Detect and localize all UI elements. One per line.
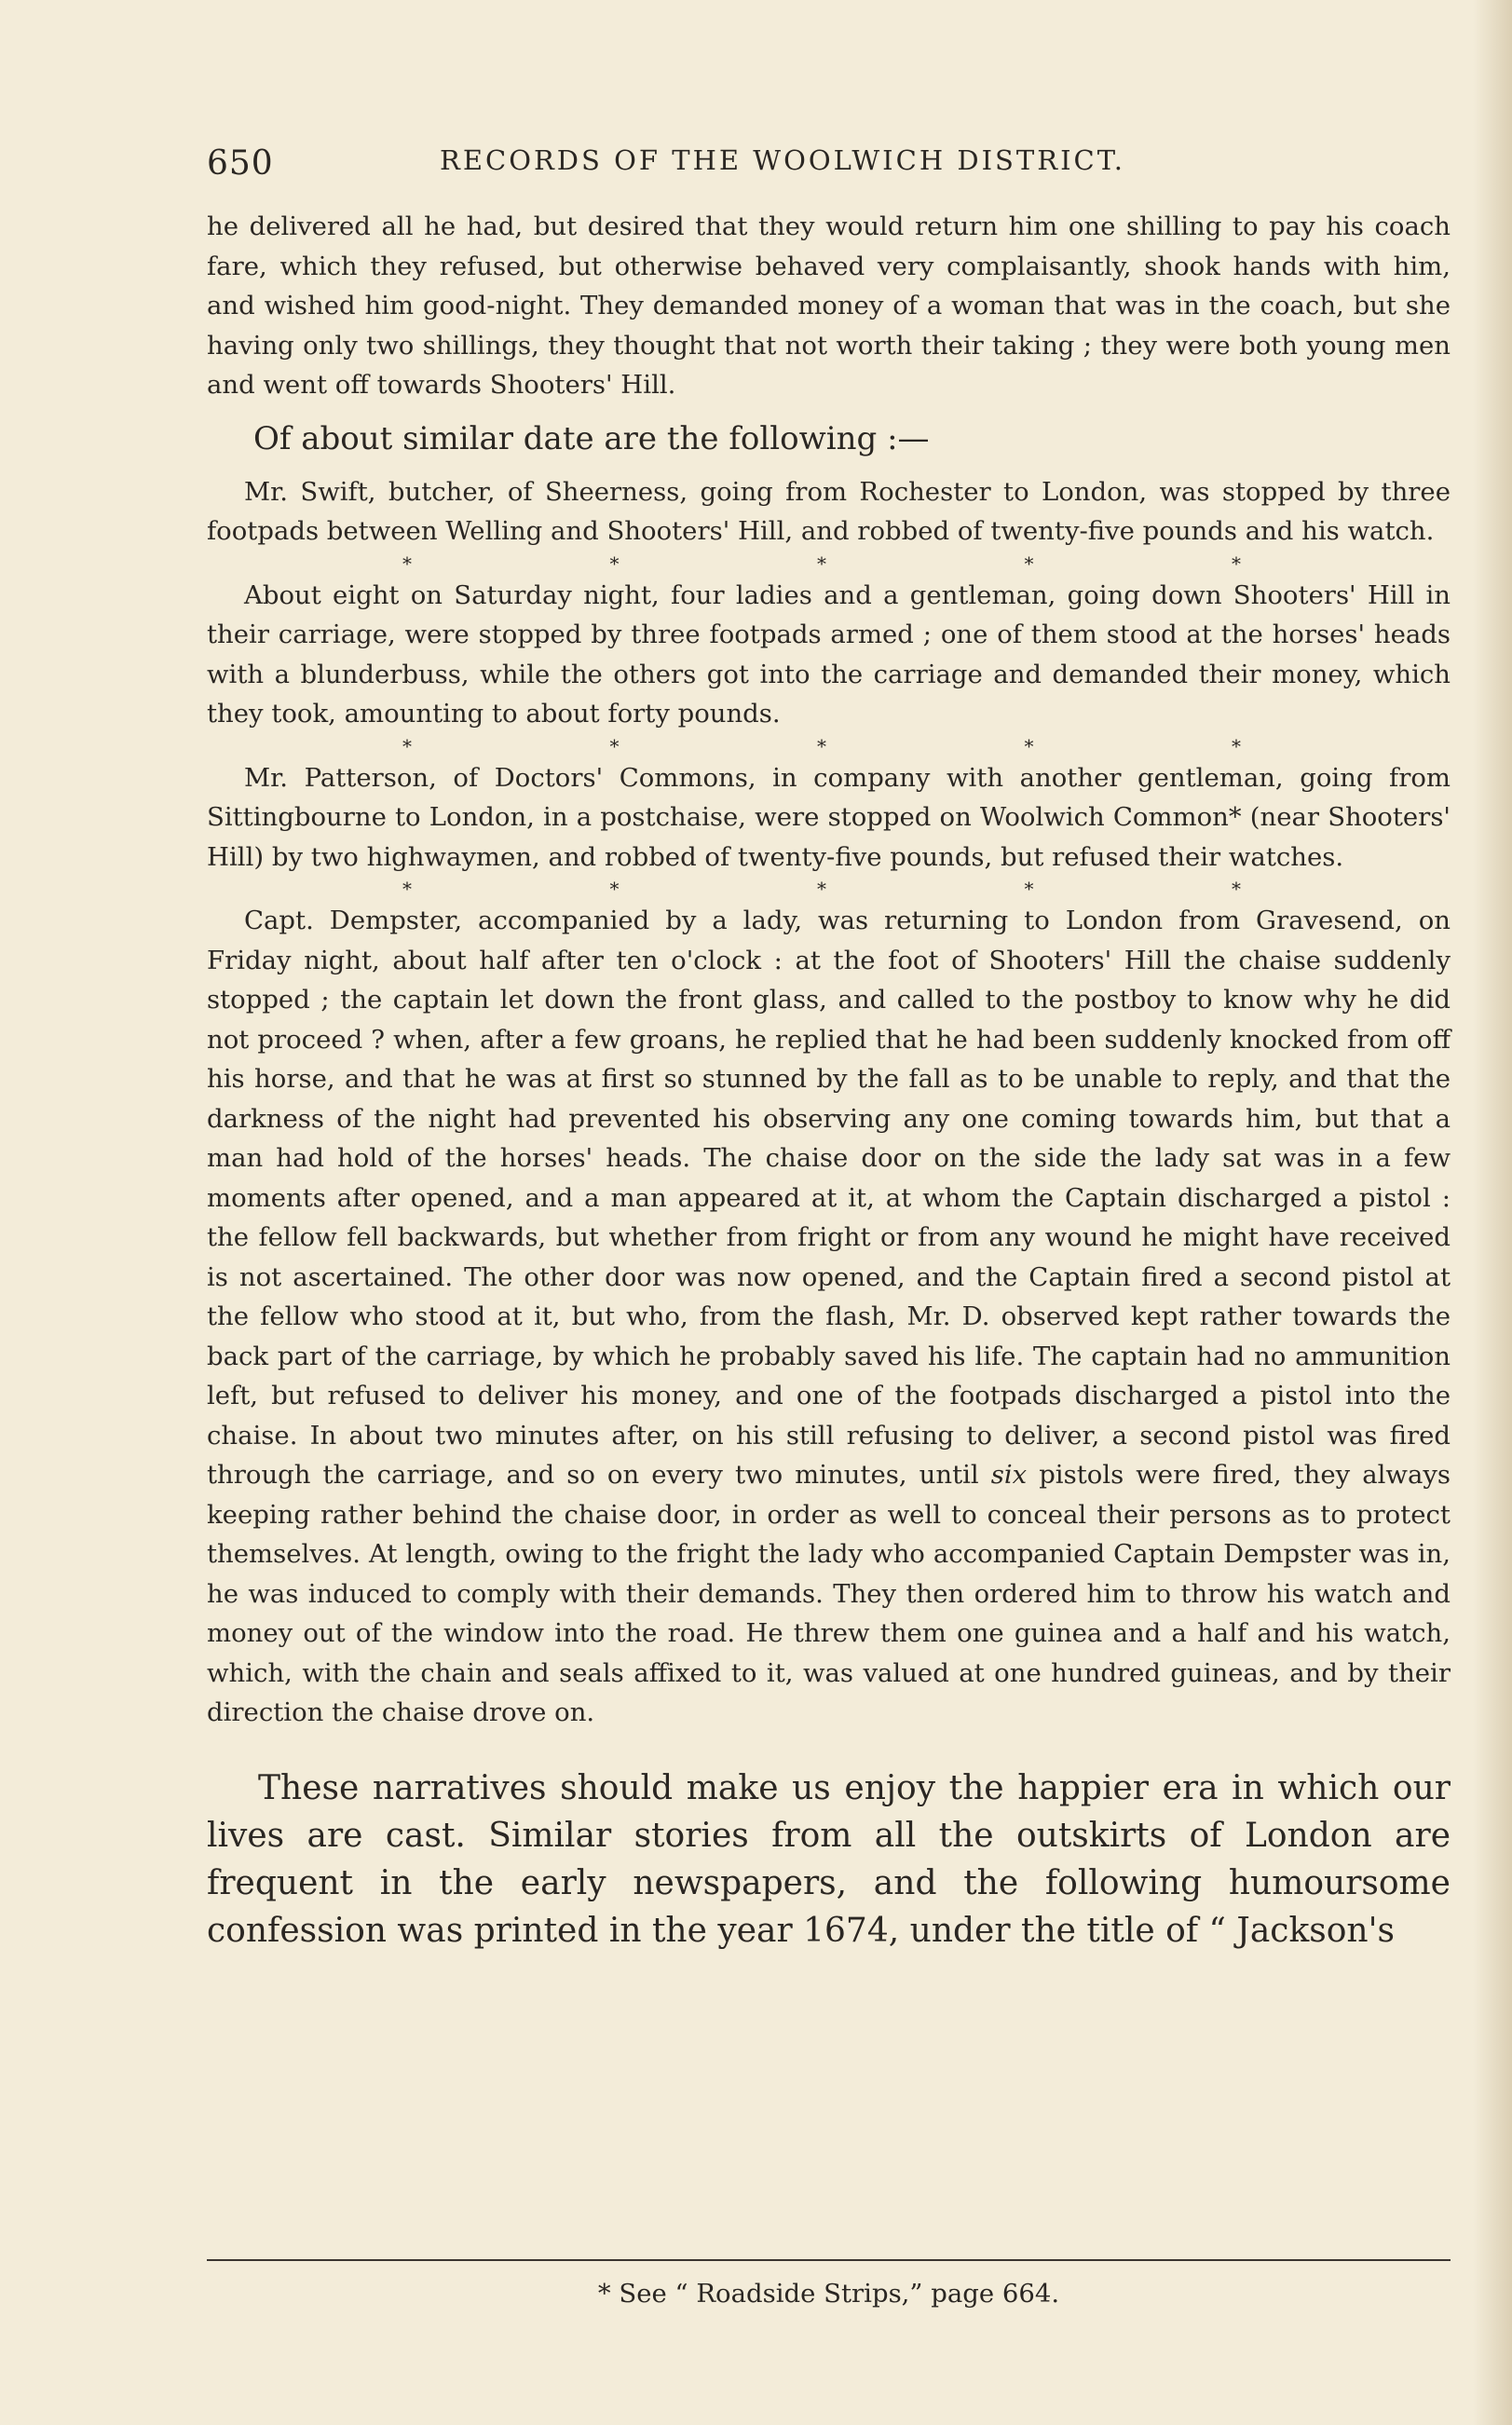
body-text (207, 207, 1451, 1955)
separator-star: * (609, 878, 620, 900)
running-title: RECORDS OF THE WOOLWICH DISTRICT. (440, 144, 1126, 176)
star-separator (402, 734, 1241, 758)
star-separator (402, 877, 1241, 901)
separator-star: * (817, 878, 826, 900)
separator-star: * (609, 734, 620, 757)
running-head (207, 144, 1451, 191)
paragraph-patterson: Mr. Patterson, of Doctors' Commons, in company with another gentleman, going from Sittingbourne to London, in a postchaise, were stopped on Woolwich Common* (near Shooters' Hill) by two highwaymen, and robbed of twenty-five pounds, but refused their watches. (207, 762, 1451, 872)
paragraph-continuation: he delivered all he had, but desired that they would return him one shilling to pay his coach fare, which they refused, but otherwise behaved very complaisantly, shook hands with him, and wished him good-night. They demanded money of a woman that was in the coach, but she having only two shillings, they thought that not worth their taking ; they were both young men and went off towards Shooters' Hill. (207, 211, 1451, 400)
separator-star: * (402, 878, 412, 900)
star-separator (402, 552, 1241, 576)
page-edge-shadow (1473, 0, 1512, 2425)
dempster-text-part-1: Capt. Dempster, accompanied by a lady, was returning to London from Gravesend, on Friday night, about half after ten o'clock : at the foot of Shooters' Hill the chaise suddenly stopped ; the captain let down the front glass, and called to the postboy to know why he did not proceed ? when, after a few groans, he replied that he had been suddenly knocked from off his horse, and that he was at first so stunned by the fall as to be unable to reply, and that the darkness of the night had prevented his observing any one coming towards him, but that a man had hold of the horses' heads. The chaise door on the side the lady sat was in a few moments after opened, and a man appeared at it, at whom the Captain discharged a pistol : the fellow fell backwards, but whether from fright or from any wound he might have received is not ascertained. The other door was now opened, and the Captain fired a second pistol at the fellow who stood at it, but who, from the flash, Mr. D. observed kept rather towards the back part of the carriage, by which he probably saved his life. The captain had no ammunition left, but refused to deliver his money, and one of the footpads discharged a pistol into the chaise. In about two minutes after, on his still refusing to deliver, a second pistol was fired through the carriage, and so on every two minutes, until (207, 906, 1451, 1490)
paragraph-dempster (207, 901, 1451, 1733)
separator-star: * (817, 734, 826, 757)
separator-star: * (1024, 878, 1034, 900)
paragraph-narratives: These narratives should make us enjoy the happier era in which our lives are cast. Similar stories from all the outskirts of London are frequent in the early newspapers, and the following humoursome confession was printed in the year 1674, under the title of “ Jackson's (207, 1768, 1451, 1950)
footnote: * See “ Roadside Strips,” page 664. (597, 2279, 1060, 2309)
separator-star: * (1232, 878, 1241, 900)
separator-star: * (402, 734, 412, 757)
separator-star: * (609, 552, 620, 575)
separator-star: * (1232, 552, 1241, 575)
section-lead-in: Of about similar date are the following :— (253, 419, 930, 457)
paragraph-ladies-carriage: About eight on Saturday night, four ladies and a gentleman, going down Shooters' Hill in their carriage, were stopped by three footpads armed ; one of them stood at the horses' heads with a blunderbuss, while the others got into the carriage and demanded their money, which they took, amounting to about forty pounds. (207, 579, 1451, 729)
paragraph-swift: Mr. Swift, butcher, of Sheerness, going from Rochester to London, was stopped by three footpads between Welling and Shooters' Hill, and robbed of twenty-five pounds and his watch. (207, 476, 1451, 546)
separator-star: * (1232, 734, 1241, 757)
separator-star: * (402, 552, 412, 575)
separator-star: * (1024, 552, 1034, 575)
separator-star: * (1024, 734, 1034, 757)
dempster-text-part-2: pistols were fired, they always keeping rather behind the chaise door, in order as well to conceal their persons as to protect themselves. At length, owing to the fright the lady who accompanied Captain Dempster was in, he was induced to comply with their demands. They then ordered him to throw his watch and money out of the window into the road. He threw them one guinea and a half and his watch, which, with the chain and seals affixed to it, was valued at one hundred guineas, and by their direction the chaise drove on. (207, 1460, 1451, 1727)
separator-star: * (817, 552, 826, 575)
emphasis-six: six (990, 1460, 1028, 1490)
page-number: 650 (207, 144, 274, 183)
